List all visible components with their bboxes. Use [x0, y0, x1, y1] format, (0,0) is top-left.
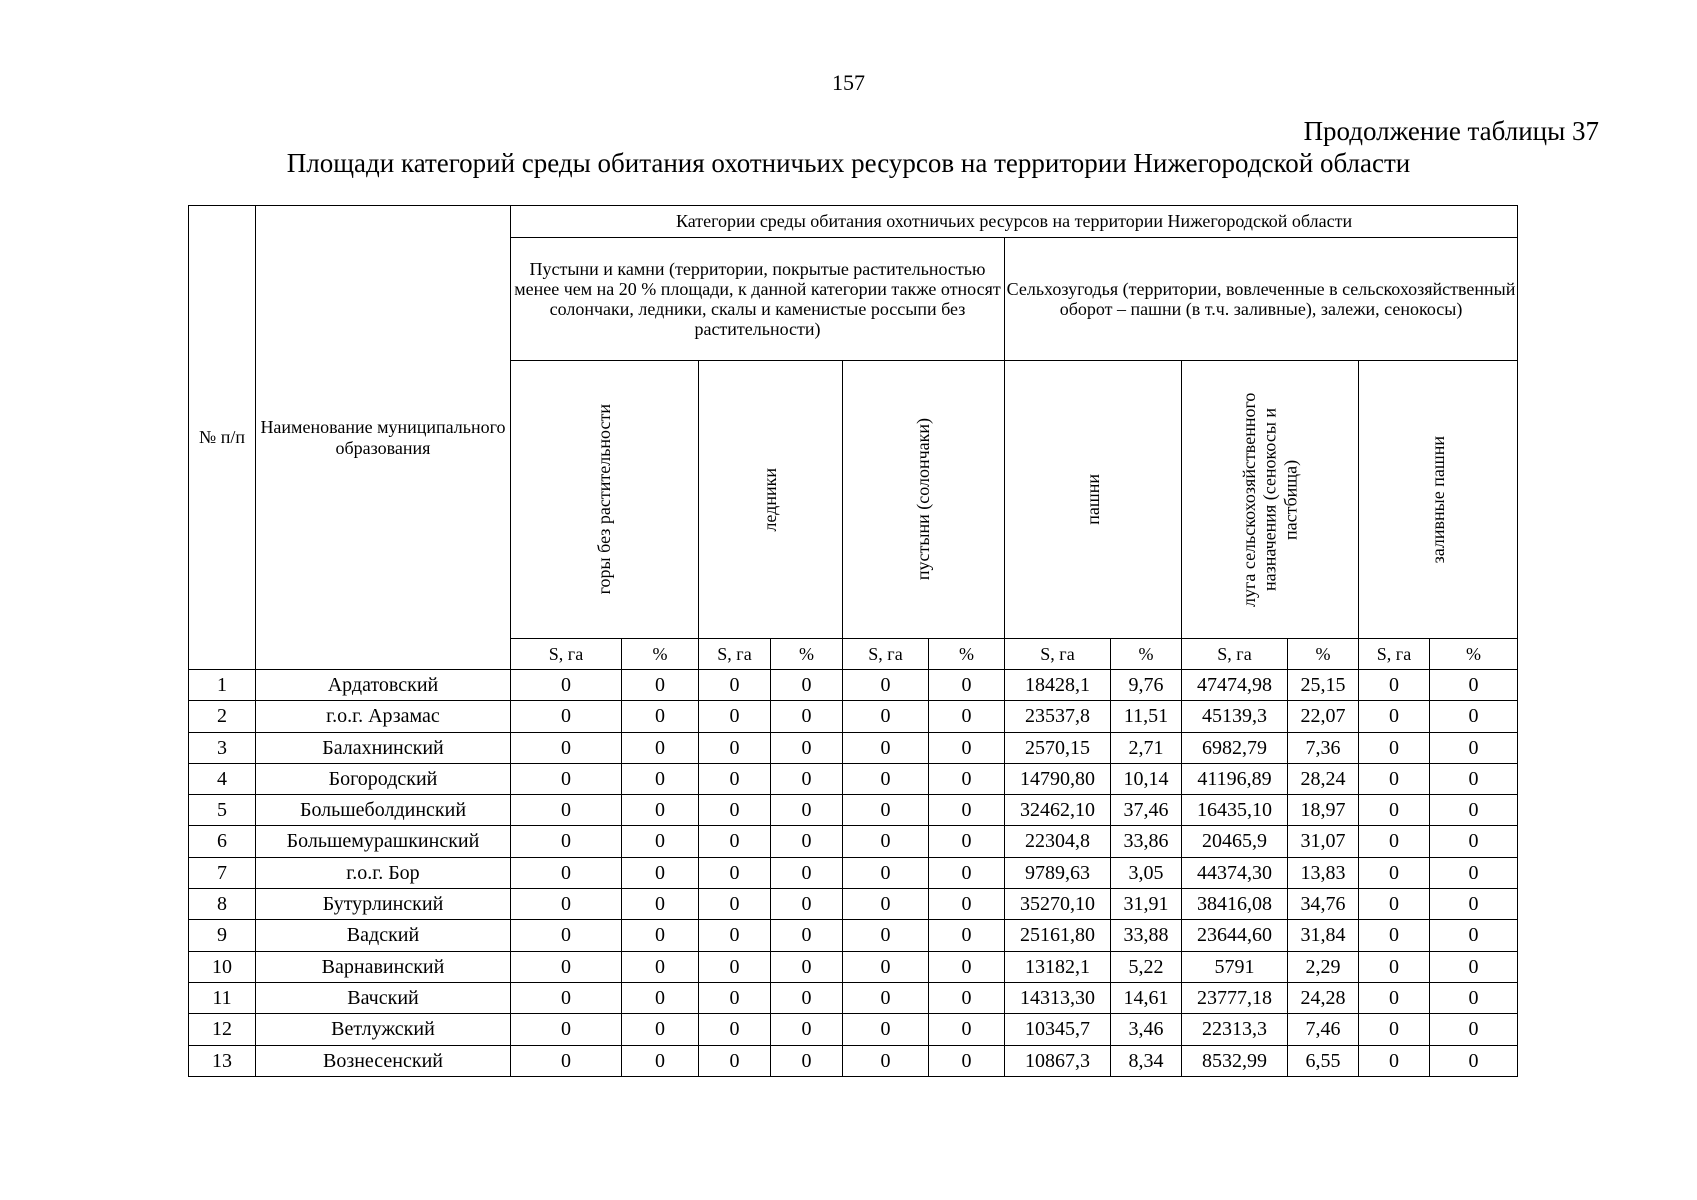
value-cell: 0 [1430, 857, 1518, 888]
row-number-cell: 6 [189, 826, 256, 857]
value-cell: 0 [929, 889, 1005, 920]
value-cell: 2,71 [1111, 732, 1182, 763]
value-cell: 0 [843, 857, 929, 888]
value-cell: 0 [771, 795, 843, 826]
value-cell: 0 [843, 889, 929, 920]
value-cell: 8532,99 [1182, 1045, 1288, 1076]
value-cell: 0 [511, 1045, 622, 1076]
value-cell: 0 [1430, 795, 1518, 826]
value-cell: 0 [1359, 795, 1430, 826]
value-cell: 11,51 [1111, 701, 1182, 732]
row-number-cell: 8 [189, 889, 256, 920]
value-cell: 22313,3 [1182, 1014, 1288, 1045]
value-cell: 0 [511, 701, 622, 732]
row-number-cell: 3 [189, 732, 256, 763]
row-number-cell: 1 [189, 670, 256, 701]
value-cell: 0 [1430, 763, 1518, 794]
value-cell: 0 [771, 982, 843, 1013]
table-row [189, 732, 1518, 763]
table-row [189, 826, 1518, 857]
value-cell: 5791 [1182, 951, 1288, 982]
value-cell: 0 [1430, 889, 1518, 920]
row-number-cell: 11 [189, 982, 256, 1013]
value-cell: 0 [699, 826, 771, 857]
table-title: Площади категорий среды обитания охотничьих ресурсов на территории Нижегородской области [286, 148, 1411, 178]
value-cell: 0 [511, 889, 622, 920]
value-cell: 0 [929, 920, 1005, 951]
value-cell: 0 [699, 701, 771, 732]
value-cell: 0 [843, 732, 929, 763]
value-cell: 0 [1430, 1014, 1518, 1045]
value-cell: 18,97 [1288, 795, 1359, 826]
value-cell: 23537,8 [1005, 701, 1111, 732]
value-cell: 10867,3 [1005, 1045, 1111, 1076]
value-cell: 0 [622, 1014, 699, 1045]
value-cell: 0 [771, 857, 843, 888]
value-cell: 0 [622, 857, 699, 888]
value-cell: 0 [699, 889, 771, 920]
header-categories: Категории среды обитания охотничьих ресурсов на территории Нижегородской области [511, 206, 1518, 238]
value-cell: 0 [699, 982, 771, 1013]
row-number-cell: 4 [189, 763, 256, 794]
municipality-name-cell: Богородский [256, 763, 511, 794]
value-cell: 0 [771, 670, 843, 701]
value-cell: 0 [699, 795, 771, 826]
value-cell: 0 [1359, 763, 1430, 794]
value-cell: 25161,80 [1005, 920, 1111, 951]
header-area: S, га [1005, 639, 1111, 670]
value-cell: 23777,18 [1182, 982, 1288, 1013]
value-cell: 0 [622, 889, 699, 920]
value-cell: 9789,63 [1005, 857, 1111, 888]
value-cell: 0 [1430, 920, 1518, 951]
value-cell: 0 [929, 795, 1005, 826]
value-cell: 0 [511, 857, 622, 888]
header-area: S, га [699, 639, 771, 670]
table-row [189, 920, 1518, 951]
row-number-cell: 13 [189, 1045, 256, 1076]
value-cell: 0 [771, 701, 843, 732]
header-percent: % [929, 639, 1005, 670]
header-deserts-and-stones: Пустыни и камни (территории, покрытые растительностью менее чем на 20 % площади, к данной категории также относят солончаки, ледники, скалы и каменистые россыпи без растительности) [511, 238, 1005, 361]
value-cell: 0 [843, 763, 929, 794]
municipality-name-cell: Бутурлинский [256, 889, 511, 920]
value-cell: 0 [1430, 1045, 1518, 1076]
value-cell: 0 [929, 670, 1005, 701]
value-cell: 0 [699, 920, 771, 951]
value-cell: 0 [622, 1045, 699, 1076]
value-cell: 41196,89 [1182, 763, 1288, 794]
value-cell: 0 [1430, 826, 1518, 857]
value-cell: 0 [929, 826, 1005, 857]
value-cell: 0 [511, 732, 622, 763]
table-row [189, 1014, 1518, 1045]
value-cell: 6,55 [1288, 1045, 1359, 1076]
value-cell: 0 [622, 732, 699, 763]
value-cell: 0 [1430, 701, 1518, 732]
header-arable-land: пашни [1005, 361, 1182, 639]
table-row [189, 982, 1518, 1013]
municipality-name-cell: Ардатовский [256, 670, 511, 701]
table-body [189, 670, 1518, 1077]
municipality-name-cell: Большеболдинский [256, 795, 511, 826]
value-cell: 0 [771, 920, 843, 951]
header-area: S, га [511, 639, 622, 670]
value-cell: 0 [622, 701, 699, 732]
value-cell: 32462,10 [1005, 795, 1111, 826]
header-percent: % [1430, 639, 1518, 670]
value-cell: 0 [929, 763, 1005, 794]
value-cell: 6982,79 [1182, 732, 1288, 763]
value-cell: 0 [1359, 951, 1430, 982]
value-cell: 2,29 [1288, 951, 1359, 982]
value-cell: 35270,10 [1005, 889, 1111, 920]
value-cell: 0 [843, 795, 929, 826]
value-cell: 0 [1430, 670, 1518, 701]
municipality-name-cell: Большемурашкинский [256, 826, 511, 857]
value-cell: 31,84 [1288, 920, 1359, 951]
value-cell: 0 [929, 951, 1005, 982]
value-cell: 0 [511, 1014, 622, 1045]
value-cell: 22304,8 [1005, 826, 1111, 857]
value-cell: 47474,98 [1182, 670, 1288, 701]
municipality-name-cell: г.о.г. Арзамас [256, 701, 511, 732]
header-percent: % [771, 639, 843, 670]
value-cell: 24,28 [1288, 982, 1359, 1013]
value-cell: 28,24 [1288, 763, 1359, 794]
value-cell: 10,14 [1111, 763, 1182, 794]
municipality-name-cell: Вадский [256, 920, 511, 951]
table-row [189, 857, 1518, 888]
row-number-cell: 12 [189, 1014, 256, 1045]
value-cell: 9,76 [1111, 670, 1182, 701]
header-area: S, га [1182, 639, 1288, 670]
value-cell: 23644,60 [1182, 920, 1288, 951]
value-cell: 0 [1359, 701, 1430, 732]
table-row [189, 795, 1518, 826]
municipality-name-cell: Вознесенский [256, 1045, 511, 1076]
header-salt-deserts: пустыни (солончаки) [843, 361, 1005, 639]
value-cell: 14790,80 [1005, 763, 1111, 794]
value-cell: 31,07 [1288, 826, 1359, 857]
header-farmland: Сельхозугодья (территории, вовлеченные в сельскохозяйственный оборот – пашни (в т.ч. заливные), залежи, сенокосы) [1005, 238, 1518, 361]
value-cell: 0 [622, 670, 699, 701]
value-cell: 0 [771, 763, 843, 794]
value-cell: 25,15 [1288, 670, 1359, 701]
table-row [189, 951, 1518, 982]
value-cell: 18428,1 [1005, 670, 1111, 701]
row-number-cell: 9 [189, 920, 256, 951]
value-cell: 0 [1359, 1014, 1430, 1045]
header-agricultural-meadows: луга сельскохозяйственного назначения (сенокосы и пастбища) [1182, 361, 1359, 639]
value-cell: 0 [1359, 732, 1430, 763]
value-cell: 0 [511, 795, 622, 826]
value-cell: 0 [843, 951, 929, 982]
municipality-name-cell: Балахнинский [256, 732, 511, 763]
value-cell: 0 [1359, 1045, 1430, 1076]
value-cell: 14,61 [1111, 982, 1182, 1013]
value-cell: 22,07 [1288, 701, 1359, 732]
value-cell: 44374,30 [1182, 857, 1288, 888]
value-cell: 0 [622, 763, 699, 794]
header-flooded-arable-land: заливные пашни [1359, 361, 1518, 639]
table-row [189, 701, 1518, 732]
municipality-name-cell: г.о.г. Бор [256, 857, 511, 888]
value-cell: 0 [929, 1045, 1005, 1076]
habitat-table [188, 205, 1518, 1077]
value-cell: 0 [929, 857, 1005, 888]
value-cell: 0 [1359, 857, 1430, 888]
value-cell: 2570,15 [1005, 732, 1111, 763]
value-cell: 0 [511, 920, 622, 951]
page-number: 157 [832, 70, 865, 95]
value-cell: 0 [699, 670, 771, 701]
municipality-name-cell: Вачский [256, 982, 511, 1013]
municipality-name-cell: Варнавинский [256, 951, 511, 982]
value-cell: 3,46 [1111, 1014, 1182, 1045]
value-cell: 0 [843, 701, 929, 732]
value-cell: 0 [929, 701, 1005, 732]
table-row [189, 1045, 1518, 1076]
value-cell: 0 [1430, 732, 1518, 763]
value-cell: 0 [699, 763, 771, 794]
value-cell: 3,05 [1111, 857, 1182, 888]
value-cell: 7,36 [1288, 732, 1359, 763]
value-cell: 0 [929, 732, 1005, 763]
value-cell: 0 [699, 857, 771, 888]
value-cell: 0 [843, 670, 929, 701]
header-area: S, га [1359, 639, 1430, 670]
value-cell: 38416,08 [1182, 889, 1288, 920]
row-number-cell: 10 [189, 951, 256, 982]
value-cell: 0 [1359, 670, 1430, 701]
value-cell: 45139,3 [1182, 701, 1288, 732]
value-cell: 0 [771, 951, 843, 982]
value-cell: 33,86 [1111, 826, 1182, 857]
value-cell: 0 [1430, 982, 1518, 1013]
value-cell: 0 [843, 1045, 929, 1076]
value-cell: 0 [511, 951, 622, 982]
value-cell: 0 [843, 1014, 929, 1045]
value-cell: 0 [622, 982, 699, 1013]
value-cell: 34,76 [1288, 889, 1359, 920]
value-cell: 0 [929, 982, 1005, 1013]
header-number: № п/п [189, 206, 256, 670]
row-number-cell: 2 [189, 701, 256, 732]
value-cell: 20465,9 [1182, 826, 1288, 857]
value-cell: 7,46 [1288, 1014, 1359, 1045]
municipality-name-cell: Ветлужский [256, 1014, 511, 1045]
value-cell: 0 [511, 982, 622, 1013]
value-cell: 0 [699, 1045, 771, 1076]
value-cell: 0 [1359, 920, 1430, 951]
value-cell: 14313,30 [1005, 982, 1111, 1013]
value-cell: 0 [699, 951, 771, 982]
header-percent: % [1111, 639, 1182, 670]
value-cell: 5,22 [1111, 951, 1182, 982]
header-percent: % [622, 639, 699, 670]
value-cell: 0 [771, 1045, 843, 1076]
value-cell: 0 [699, 732, 771, 763]
value-cell: 13,83 [1288, 857, 1359, 888]
header-municipality-name: Наименование муниципального образования [256, 206, 511, 670]
value-cell: 0 [771, 826, 843, 857]
table-continuation-label: Продолжение таблицы 37 [1303, 116, 1599, 146]
value-cell: 33,88 [1111, 920, 1182, 951]
value-cell: 10345,7 [1005, 1014, 1111, 1045]
row-number-cell: 5 [189, 795, 256, 826]
value-cell: 0 [622, 795, 699, 826]
value-cell: 0 [843, 826, 929, 857]
value-cell: 0 [511, 826, 622, 857]
header-mountains-without-vegetation: горы без растительности [511, 361, 699, 639]
value-cell: 0 [622, 920, 699, 951]
value-cell: 0 [1430, 951, 1518, 982]
value-cell: 0 [1359, 826, 1430, 857]
value-cell: 0 [843, 920, 929, 951]
value-cell: 0 [771, 889, 843, 920]
value-cell: 0 [1359, 889, 1430, 920]
table-row [189, 889, 1518, 920]
value-cell: 0 [771, 1014, 843, 1045]
value-cell: 31,91 [1111, 889, 1182, 920]
header-glaciers: ледники [699, 361, 843, 639]
value-cell: 0 [699, 1014, 771, 1045]
header-percent: % [1288, 639, 1359, 670]
header-area: S, га [843, 639, 929, 670]
value-cell: 0 [511, 670, 622, 701]
value-cell: 8,34 [1111, 1045, 1182, 1076]
value-cell: 37,46 [1111, 795, 1182, 826]
value-cell: 0 [771, 732, 843, 763]
table-row [189, 763, 1518, 794]
table-row [189, 670, 1518, 701]
value-cell: 0 [622, 826, 699, 857]
value-cell: 0 [511, 763, 622, 794]
value-cell: 0 [929, 1014, 1005, 1045]
value-cell: 0 [622, 951, 699, 982]
value-cell: 13182,1 [1005, 951, 1111, 982]
value-cell: 16435,10 [1182, 795, 1288, 826]
row-number-cell: 7 [189, 857, 256, 888]
value-cell: 0 [1359, 982, 1430, 1013]
value-cell: 0 [843, 982, 929, 1013]
